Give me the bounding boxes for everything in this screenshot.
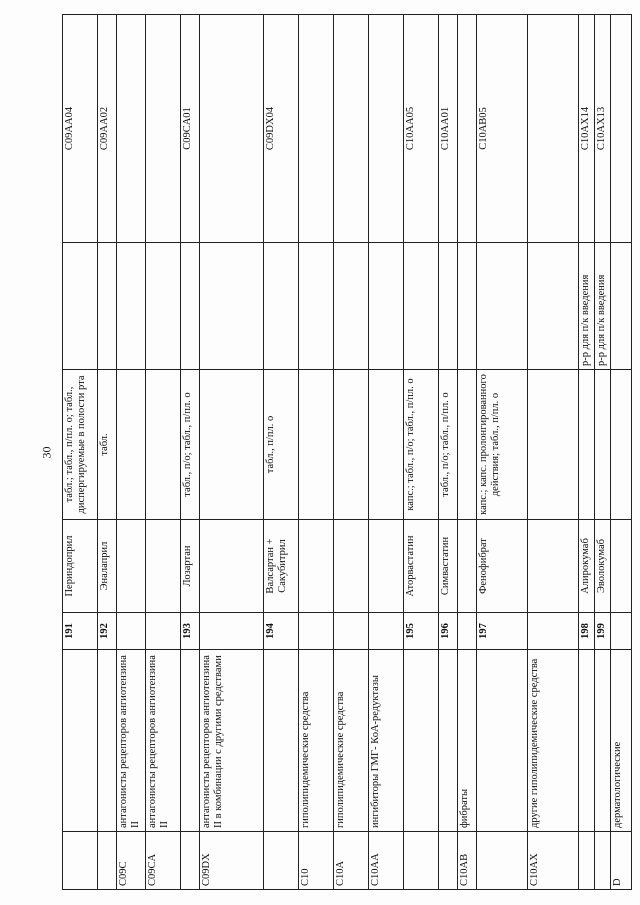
atc-code-cell	[63, 832, 98, 890]
group-name-cell	[63, 650, 98, 832]
drug-name-cell	[333, 520, 368, 613]
dosage-form-cell: табл., п/о; табл., п/пл. о	[438, 370, 457, 520]
atc-code-cell	[263, 832, 298, 890]
drug-name-cell: Валсартан + Сакубитрил	[263, 520, 298, 613]
group-name-cell: антагонисты рецепторов ангиотензина II в комбинации с другими средствами	[199, 650, 263, 832]
dosage-form-cell: капс.; табл., п/о; табл., п/пл. о	[403, 370, 438, 520]
group-name-cell: ингибиторы ГМГ- КоА-редуктазы	[368, 650, 403, 832]
group-name-cell: фибраты	[457, 650, 476, 832]
dosage-form-extra-cell	[610, 243, 631, 370]
dosage-form-cell: капс.; капс. пролонгированного действия; табл., п/пл. о	[476, 370, 527, 520]
dosage-form-cell	[610, 370, 631, 520]
drug-name-cell	[117, 520, 146, 613]
atc-code-cell: C10AA	[368, 832, 403, 890]
dosage-form-extra-cell	[527, 243, 578, 370]
drug-name-cell	[610, 520, 631, 613]
atc-code-full-cell: C09DX04	[263, 15, 298, 243]
table-row	[298, 15, 333, 890]
drug-name-cell	[145, 520, 180, 613]
atc-code-cell: C09C	[117, 832, 146, 890]
table-row	[63, 15, 98, 890]
group-name-cell	[594, 650, 610, 832]
dosage-form-cell	[333, 370, 368, 520]
atc-code-full-cell	[368, 15, 403, 243]
row-number-cell	[527, 613, 578, 650]
atc-code-cell: C10	[298, 832, 333, 890]
row-number-cell	[368, 613, 403, 650]
drug-name-cell	[199, 520, 263, 613]
dosage-form-extra-cell	[199, 243, 263, 370]
atc-code-full-cell: C09AA02	[98, 15, 117, 243]
drug-name-cell: Эволокумаб	[594, 520, 610, 613]
dosage-form-extra-cell	[368, 243, 403, 370]
table-row	[527, 15, 578, 890]
dosage-form-extra-cell	[476, 243, 527, 370]
dosage-form-extra-cell	[263, 243, 298, 370]
table-row	[199, 15, 263, 890]
atc-code-cell	[98, 832, 117, 890]
group-name-cell	[263, 650, 298, 832]
row-number-cell: 199	[594, 613, 610, 650]
atc-code-cell: C09CA	[145, 832, 180, 890]
row-number-cell: 197	[476, 613, 527, 650]
table-row	[403, 15, 438, 890]
atc-code-cell	[403, 832, 438, 890]
atc-code-full-cell: C10AA01	[438, 15, 457, 243]
atc-code-cell: C10AB	[457, 832, 476, 890]
atc-code-full-cell: C09CA01	[180, 15, 199, 243]
dosage-form-cell	[368, 370, 403, 520]
group-name-cell: гиполипидемические средства	[333, 650, 368, 832]
atc-code-full-cell: C10AX13	[594, 15, 610, 243]
row-number-cell	[457, 613, 476, 650]
atc-code-cell: C09DX	[199, 832, 263, 890]
group-name-cell: антагонисты рецепторов ангиотензина II	[117, 650, 146, 832]
drug-name-cell: Фенофибрат	[476, 520, 527, 613]
table-row	[333, 15, 368, 890]
group-name-cell	[403, 650, 438, 832]
dosage-form-extra-cell: р-р для п/к введения	[594, 243, 610, 370]
row-number-cell	[298, 613, 333, 650]
row-number-cell	[117, 613, 146, 650]
dosage-form-cell	[117, 370, 146, 520]
dosage-form-cell	[527, 370, 578, 520]
dosage-form-extra-cell	[298, 243, 333, 370]
table-row	[610, 15, 631, 890]
dosage-form-cell	[199, 370, 263, 520]
atc-code-full-cell	[333, 15, 368, 243]
dosage-form-extra-cell	[457, 243, 476, 370]
atc-code-full-cell	[298, 15, 333, 243]
table-row	[98, 15, 117, 890]
row-number-cell: 192	[98, 613, 117, 650]
row-number-cell	[610, 613, 631, 650]
table-row	[145, 15, 180, 890]
dosage-form-cell	[457, 370, 476, 520]
rotated-table-area	[62, 15, 632, 890]
atc-code-full-cell	[145, 15, 180, 243]
dosage-form-cell: табл., п/пл. о	[263, 370, 298, 520]
group-name-cell: антагонисты рецепторов ангиотензина II	[145, 650, 180, 832]
dosage-form-cell	[578, 370, 594, 520]
dosage-form-extra-cell	[63, 243, 98, 370]
atc-code-cell	[476, 832, 527, 890]
dosage-form-cell	[145, 370, 180, 520]
dosage-form-cell: табл., п/о; табл., п/пл. о	[180, 370, 199, 520]
atc-code-full-cell	[527, 15, 578, 243]
drug-name-cell	[457, 520, 476, 613]
atc-code-full-cell	[117, 15, 146, 243]
table-row	[578, 15, 594, 890]
group-name-cell	[578, 650, 594, 832]
atc-code-cell	[594, 832, 610, 890]
drug-name-cell: Эналаприл	[98, 520, 117, 613]
atc-code-full-cell: C09AA04	[63, 15, 98, 243]
table-row	[368, 15, 403, 890]
drug-name-cell: Периндоприл	[63, 520, 98, 613]
drug-name-cell	[298, 520, 333, 613]
group-name-cell: другие гиполипидемические средства	[527, 650, 578, 832]
row-number-cell	[145, 613, 180, 650]
table-row	[180, 15, 199, 890]
table-row	[457, 15, 476, 890]
table-row	[594, 15, 610, 890]
table-row	[438, 15, 457, 890]
atc-code-full-cell: C10AA05	[403, 15, 438, 243]
atc-code-full-cell	[199, 15, 263, 243]
drug-name-cell: Алирокумаб	[578, 520, 594, 613]
group-name-cell: дерматологические	[610, 650, 631, 832]
dosage-form-extra-cell	[145, 243, 180, 370]
atc-code-cell	[578, 832, 594, 890]
atc-code-full-cell	[610, 15, 631, 243]
drug-table	[62, 14, 632, 890]
group-name-cell	[438, 650, 457, 832]
dosage-form-cell	[594, 370, 610, 520]
row-number-cell: 198	[578, 613, 594, 650]
group-name-cell: гиполипидемические средства	[298, 650, 333, 832]
group-name-cell	[476, 650, 527, 832]
dosage-form-cell: табл.; табл., п/пл. о; табл., диспергируемые в полости рта	[63, 370, 98, 520]
row-number-cell: 195	[403, 613, 438, 650]
dosage-form-extra-cell: р-р для п/к введения	[578, 243, 594, 370]
table-row	[263, 15, 298, 890]
dosage-form-extra-cell	[333, 243, 368, 370]
dosage-form-cell	[298, 370, 333, 520]
atc-code-cell	[180, 832, 199, 890]
drug-name-cell: Симвастатин	[438, 520, 457, 613]
group-name-cell	[180, 650, 199, 832]
row-number-cell: 196	[438, 613, 457, 650]
atc-code-full-cell: C10AB05	[476, 15, 527, 243]
row-number-cell: 194	[263, 613, 298, 650]
table-row	[476, 15, 527, 890]
atc-code-cell: C10A	[333, 832, 368, 890]
atc-code-cell: C10AX	[527, 832, 578, 890]
atc-code-cell	[438, 832, 457, 890]
dosage-form-extra-cell	[117, 243, 146, 370]
page-number: 30	[39, 446, 54, 459]
row-number-cell	[199, 613, 263, 650]
atc-code-full-cell	[457, 15, 476, 243]
row-number-cell: 193	[180, 613, 199, 650]
drug-table-body	[63, 15, 632, 890]
atc-code-full-cell: C10AX14	[578, 15, 594, 243]
row-number-cell	[333, 613, 368, 650]
dosage-form-cell: табл.	[98, 370, 117, 520]
dosage-form-extra-cell	[438, 243, 457, 370]
drug-name-cell: Лозартан	[180, 520, 199, 613]
atc-code-cell: D	[610, 832, 631, 890]
drug-name-cell: Аторвастатин	[403, 520, 438, 613]
drug-name-cell	[527, 520, 578, 613]
dosage-form-extra-cell	[98, 243, 117, 370]
table-row	[117, 15, 146, 890]
row-number-cell: 191	[63, 613, 98, 650]
dosage-form-extra-cell	[180, 243, 199, 370]
drug-name-cell	[368, 520, 403, 613]
group-name-cell	[98, 650, 117, 832]
dosage-form-extra-cell	[403, 243, 438, 370]
